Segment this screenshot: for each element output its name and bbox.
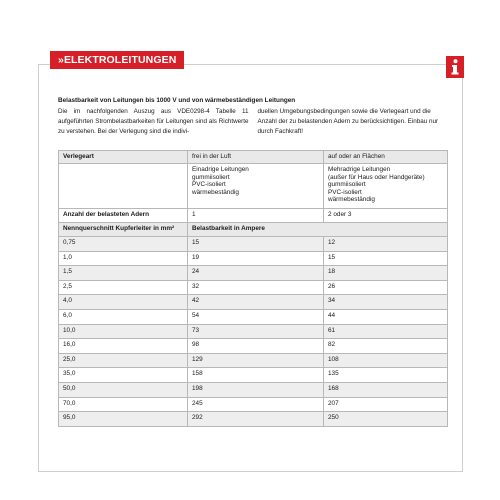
col1-desc-line: wärmebeständig [192, 188, 239, 196]
table-row [59, 412, 448, 427]
ampacity-col1-cell: 32 [188, 280, 324, 295]
ampacity-col1-cell: 15 [188, 237, 324, 252]
adern-row [59, 209, 448, 223]
adern-col1: 1 [188, 209, 324, 223]
ampacity-col1-cell: 54 [188, 309, 324, 324]
col1-desc-line: PVC-isoliert [192, 181, 226, 189]
ampacity-col1-cell: 129 [188, 353, 324, 368]
col1-header: frei in der Luft [188, 151, 324, 164]
table-row [59, 309, 448, 324]
ampacity-col1-cell: 24 [188, 266, 324, 281]
cross-section-cell: 70,0 [59, 397, 188, 412]
cross-section-cell: 95,0 [59, 412, 188, 427]
ampacity-col2-cell: 82 [324, 339, 448, 354]
section-tag: »ELEKTROLEITUNGEN [50, 51, 184, 69]
ampacity-col2-cell: 108 [324, 353, 448, 368]
cable-description-row [59, 164, 448, 209]
adern-col2: 2 oder 3 [324, 209, 448, 223]
ampacity-table [58, 150, 448, 427]
ampacity-col2-cell: 34 [324, 295, 448, 310]
cross-section-cell: 10,0 [59, 324, 188, 339]
cross-section-label: Nennquerschnitt Kupferleiter in mm² [59, 223, 188, 237]
ampacity-col2-cell: 207 [324, 397, 448, 412]
col2-description [324, 164, 448, 209]
col2-desc-line: (außer für Haus oder Handgeräte) [328, 173, 425, 181]
col2-header: auf oder an Flächen [324, 151, 448, 164]
intro-column-1: Die im nachfolgenden Auszug aus VDE0298-4 Tabelle 11 aufgeführten Strombelastbarkeiten für Leitungen sind als Richtwerte zu verstehen. Bei der Verlegung sind die indivi- [58, 108, 249, 135]
empty-cell [59, 164, 188, 209]
intro-text [58, 107, 448, 137]
cross-section-cell: 35,0 [59, 368, 188, 383]
ampacity-col2-cell: 250 [324, 412, 448, 427]
ampacity-col2-cell: 61 [324, 324, 448, 339]
table-header-row [59, 151, 448, 164]
ampacity-col2-cell: 44 [324, 309, 448, 324]
info-glyph-icon [451, 59, 459, 75]
col2-desc-line: gummiisoliert [328, 181, 366, 189]
table-row [59, 382, 448, 397]
table-row [59, 339, 448, 354]
cross-section-cell: 1,5 [59, 266, 188, 281]
cross-section-cell: 0,75 [59, 237, 188, 252]
ampacity-col1-cell: 245 [188, 397, 324, 412]
cross-section-cell: 50,0 [59, 382, 188, 397]
intro-column-2: duellen Umgebungsbedingungen sowie die Verlegeart und die Anzahl der zu belastenden Adern zu berücksichtigen. Einbau nur durch Fachkraft! [257, 108, 439, 135]
ampere-label: Belastbarkeit in Ampere [188, 223, 448, 237]
cross-section-cell: 4,0 [59, 295, 188, 310]
col2-desc-line: wärmebeständig [328, 196, 375, 204]
adern-label: Anzahl der belasteten Adern [59, 209, 188, 223]
info-icon[interactable] [446, 56, 464, 78]
col2-desc-line: PVC-isoliert [328, 188, 362, 196]
verlegeart-label: Verlegeart [59, 151, 188, 164]
table-row [59, 266, 448, 281]
section-header-row [59, 223, 448, 237]
col2-desc-line: Mehradrige Leitungen [328, 166, 391, 173]
cross-section-cell: 6,0 [59, 309, 188, 324]
col1-desc-line: Einadrige Leitungen [192, 166, 249, 173]
ampacity-col2-cell: 12 [324, 237, 448, 252]
ampacity-col2-cell: 168 [324, 382, 448, 397]
col1-description [188, 164, 324, 209]
ampacity-col1-cell: 98 [188, 339, 324, 354]
ampacity-col1-cell: 42 [188, 295, 324, 310]
ampacity-col2-cell: 18 [324, 266, 448, 281]
table-row [59, 324, 448, 339]
table-row [59, 295, 448, 310]
table-row [59, 353, 448, 368]
ampacity-col1-cell: 19 [188, 251, 324, 266]
table-row [59, 237, 448, 252]
col1-desc-line: gummiisoliert [192, 173, 230, 181]
page-headline: Belastbarkeit von Leitungen bis 1000 V und von wärmebeständigen Leitungen [58, 97, 296, 104]
cross-section-cell: 16,0 [59, 339, 188, 354]
ampacity-col1-cell: 198 [188, 382, 324, 397]
ampacity-col2-cell: 26 [324, 280, 448, 295]
cross-section-cell: 2,5 [59, 280, 188, 295]
table-row [59, 397, 448, 412]
cross-section-cell: 1,0 [59, 251, 188, 266]
table-row [59, 368, 448, 383]
ampacity-col2-cell: 135 [324, 368, 448, 383]
ampacity-col1-cell: 292 [188, 412, 324, 427]
ampacity-col2-cell: 15 [324, 251, 448, 266]
cross-section-cell: 25,0 [59, 353, 188, 368]
table-row [59, 251, 448, 266]
ampacity-col1-cell: 73 [188, 324, 324, 339]
table-row [59, 280, 448, 295]
ampacity-col1-cell: 158 [188, 368, 324, 383]
